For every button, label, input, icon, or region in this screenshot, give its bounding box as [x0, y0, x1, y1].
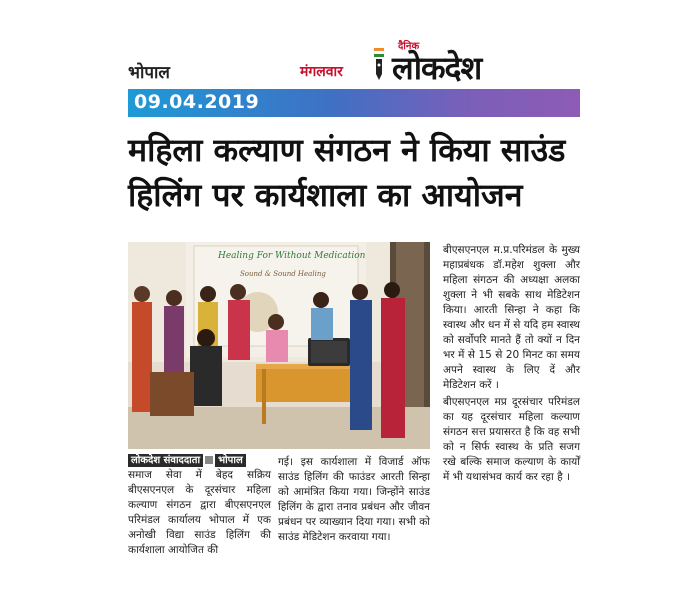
headline-line-1: महिला कल्याण संगठन ने किया साउंड — [128, 131, 566, 169]
date-label: 09.04.2019 — [134, 91, 260, 113]
banner-text: Healing For Without Medication — [218, 251, 366, 261]
newspaper-logo — [372, 38, 572, 90]
byline-square-icon — [205, 456, 213, 464]
headline-line-2: हिलिंग पर कार्यशाला का आयोजन — [128, 176, 523, 214]
byline-location: भोपाल — [215, 454, 246, 467]
article-left-paragraph: समाज सेवा में बेहद सक्रिय बीएसएनएल के दूरसंचार महिला कल्याण संगठन द्वारा बीएसएनएल परिमंडल कार्यालय भोपाल में एक अनोखी विद्या साउंड हिलिंग की कार्यशाला आयोजित की — [128, 469, 271, 556]
masthead — [128, 41, 580, 87]
article-right-paragraph-1: बीएसएनएल म.प्र.परिमंडल के मुख्य महाप्रबंधक डॉ.महेश शुक्ला और महिला संगठन की अध्यक्षा अलका शुक्ला ने भी सबके साथ मेडिटेशन किया। आरती सिन्हा ने कहा कि स्वास्थ और धन में से यदि हम स्वास्थ को सर्वोपरि मानते हैं तो क्यों न दिन भर में से 15 से 20 मिनट का समय अपने स्वास्थ के लिए दें और मेडिटेशन करें । — [443, 244, 580, 391]
banner-subtext: Sound & Sound Healing — [240, 270, 326, 278]
byline-reporter: लोकदेश संवाददाता — [128, 454, 203, 467]
article-column-middle — [278, 455, 430, 545]
city-label: भोपाल — [128, 63, 170, 83]
article-column-left — [128, 468, 271, 558]
logo-name: लोकदेश — [392, 49, 482, 87]
event-photo-illustration — [128, 242, 430, 449]
event-photo — [128, 242, 430, 449]
logo-daily-label: दैनिक — [398, 41, 420, 52]
byline — [128, 454, 271, 467]
article-column-right — [443, 243, 580, 485]
headline — [128, 128, 580, 218]
article-right-paragraph-2: बीएसएनएल मप्र दूरसंचार परिमंडल का यह दूरसंचार महिला कल्याण संगठन सत्त प्रयासरत है कि वह सभी को न सिर्फ स्वास्थ के प्रति सजग रखे बल्कि समाज कल्याण के कार्यों में भी यथासंभव कार्य कर रहा है । — [443, 396, 580, 483]
pen-flag-icon — [372, 48, 386, 82]
date-bar — [128, 89, 580, 117]
weekday-label: मंगलवार — [300, 64, 343, 80]
article-middle-paragraph: गई। इस कार्यशाला में विजार्ड ऑफ साउंड हिलिंग की फाउंडर आरती सिन्हा को आमंत्रित किया गया। जिन्होंने साउंड हिलिंग के द्वारा तनाव प्रबंधन और जीवन प्रबंधन पर व्याख्यान दिया गया। सभी को साउंड मेडिटेशन करवाया गया। — [278, 456, 430, 543]
